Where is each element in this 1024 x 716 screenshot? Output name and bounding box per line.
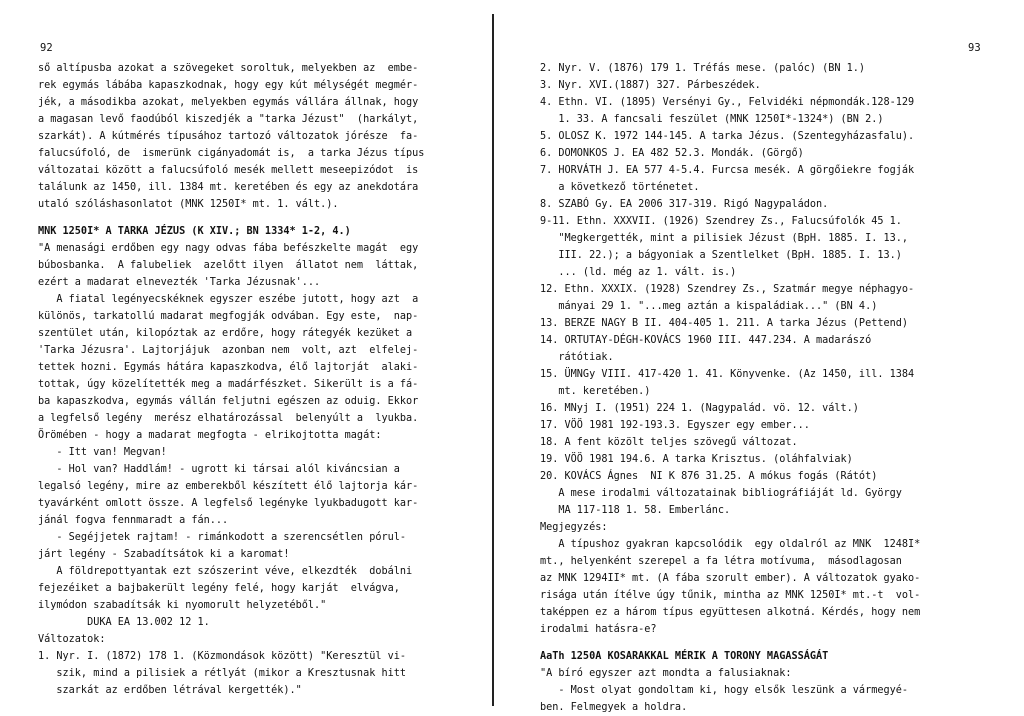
text-line: járt legény - Szabadítsátok ki a karomat! [38,549,290,560]
text-line: "A menasági erdőben egy nagy odvas fába befészkelte magát egy [38,243,419,254]
text-line: 15. ÜMNGy VIII. 417-420 1. 41. Könyvenke. (Az 1450, ill. 1384 [540,369,915,380]
text-line: MA 117-118 1. 58. Emberlánc. [540,505,731,516]
text-line: Megjegyzés: [540,522,608,533]
text-line: "Megkergették, mint a pilisiek Jézust (BpH. 1885. I. 13., [540,233,909,244]
text-line: ... (ld. még az 1. vált. is.) [540,267,737,278]
text-line: a következő történetet. [540,182,700,193]
text-line: A fiatal legényecskéknek egyszer eszébe jutott, hogy azt a [38,294,419,305]
text-line: A mese irodalmi változatainak bibliográfiáját ld. György [540,488,902,499]
text-line: MNK 1250I* A TARKA JÉZUS (K XIV.; BN 1334* 1-2, 4.) [38,226,351,237]
text-line: risága után ítélve úgy tűnik, mintha az MNK 1250I* mt.-t vol- [540,590,921,601]
text-line: a legfelső legény merész elhatározással belenyúlt a lyukba. [38,413,419,424]
text-line: 7. HORVÁTH J. EA 577 4-5.4. Furcsa mesék. A görgőiekre fogják [540,165,915,176]
text-line: 13. BERZE NAGY B II. 404-405 1. 211. A tarka Jézus (Pettend) [540,318,909,329]
right-page [500,0,1024,713]
text-line: 16. MNyj I. (1951) 224 1. (Nagypalád. vö. 12. vált.) [540,403,859,414]
text-line: ben. Felmegyek a holdra. [540,702,688,713]
right-page-number: 93 [968,42,981,54]
text-line: 19. VÖÖ 1981 194.6. A tarka Krisztus. (oláhfalviak) [540,454,853,465]
text-line: tottak, úgy közelítették meg a madárfészket. Sikerült is a fá- [38,379,419,390]
text-line: 8. SZABÓ Gy. EA 2006 317-319. Rigó Nagypaládon. [540,199,829,210]
text-line: 1. Nyr. I. (1872) 178 1. (Közmondások között) "Keresztül vi- [38,651,407,662]
text-line: 3. Nyr. XVI.(1887) 327. Párbeszédek. [540,80,761,91]
text-line: szarkát az erdőben létrával kergették)." [38,685,302,696]
text-line: rátótiak. [540,352,614,363]
text-line: DUKA EA 13.002 12 1. [38,617,210,628]
text-line: 17. VÖÖ 1981 192-193.3. Egyszer egy ember... [540,420,810,431]
left-page-text [38,60,448,699]
text-line: mányai 29 1. "...meg aztán a kispaládiak..." (BN 4.) [540,301,878,312]
text-line: - Hol van? Haddlám! - ugrott ki társai alól kiváncsian a [38,464,400,475]
text-line: mt. keretében.) [540,386,651,397]
text-line: a magasan levő faodúból kiszedjék a "tarka Jézust" (harkályt, [38,114,419,125]
text-line: 18. A fent közölt teljes szövegű változat. [540,437,798,448]
text-line: irodalmi hatásra-e? [540,624,657,635]
text-line: találunk az 1450, ill. 1384 mt. keretében és egy az anekdotára [38,182,419,193]
text-line: taképpen ez a három típus együttesen alkotná. Kérdés, hogy nem [540,607,921,618]
text-line: 20. KOVÁCS Ágnes NI K 876 31.25. A mókus fogás (Rátót) [540,471,878,482]
blank-line [540,638,980,648]
text-line: búbosbanka. A falubeliek azelőtt ilyen állatot nem láttak, [38,260,419,271]
text-line: "A bíró egyszer azt mondta a falusiaknak: [540,668,792,679]
text-line: szik, mind a pilisiek a rétlyát (mikor a Kresztusnak hitt [38,668,407,679]
text-line: szentület után, kilopóztak az erdőre, hogy rátegyék kezüket a [38,328,413,339]
left-page-number: 92 [40,42,53,54]
text-line: mt., helyenként szerepel a fa létra motívuma, másodlagosan [540,556,902,567]
text-line: - Most olyat gondoltam ki, hogy elsők leszünk a vármegyé- [540,685,909,696]
text-line: 2. Nyr. V. (1876) 179 1. Tréfás mese. (palóc) (BN 1.) [540,63,866,74]
text-line: - Itt van! Megvan! [38,447,167,458]
text-line: ezért a madarat elnevezték 'Tarka Jézusnak'... [38,277,321,288]
text-line: változatai között a falucsúfoló mesék mellett meseepizódot is [38,165,419,176]
text-line: szarkát). A kútmérés típusához tartozó változatok jórésze fa- [38,131,419,142]
right-page-text [540,60,980,716]
text-line: 5. OLOSZ K. 1972 144-145. A tarka Jézus. (Szentegyházasfalu). [540,131,915,142]
text-line: rek egymás lábába kapaszkodnak, hogy egy kút mélységét megmér- [38,80,419,91]
left-page [0,0,494,713]
text-line: 9-11. Ethn. XXXVII. (1926) Szendrey Zs., Falucsúfolók 45 1. [540,216,902,227]
text-line: falucsúfoló, de ismerünk cigányadomát is, a tarka Jézus típus [38,148,425,159]
text-line: tettek hozni. Egymás hátára kapaszkodva, élő lajtorját alaki- [38,362,419,373]
text-line: jánál fogva fennmaradt a fán... [38,515,229,526]
text-line: tyavárként omlott össze. A legfelső legényke lyukbadugott kar- [38,498,419,509]
page-gutter-divider [492,14,494,706]
text-line: - Segéjjetek rajtam! - rimánkodott a szerencsétlen pórul- [38,532,407,543]
text-line: ső altípusba azokat a szövegeket soroltuk, melyekben az embe- [38,63,419,74]
text-line: A földrepottyantak ezt szószerint véve, elkezdték dobálni [38,566,413,577]
text-line: 12. Ethn. XXXIX. (1928) Szendrey Zs., Szatmár megye néphagyo- [540,284,915,295]
text-line: 1. 33. A fancsali feszület (MNK 1250I*-1324*) (BN 2.) [540,114,884,125]
text-line: ba kapaszkodva, egymás vállán feljutni egészen az oduig. Ekkor [38,396,419,407]
text-line: ilymódon szabadítsák ki nyomorult helyzetéből." [38,600,327,611]
text-line: jék, a másodikba azokat, melyekben egymás vállára állnak, hogy [38,97,419,108]
text-line: Örömében - hogy a madarat megfogta - elrikojtotta magát: [38,430,382,441]
text-line: 4. Ethn. VI. (1895) Versényi Gy., Felvidéki népmondák.128-129 [540,97,915,108]
blank-line [38,213,448,223]
text-line: Változatok: [38,634,106,645]
text-line: AaTh 1250A KOSARAKKAL MÉRIK A TORONY MAGASSÁGÁT [540,651,829,662]
text-line: utaló szóláshasonlatot (MNK 1250I* mt. 1. vált.). [38,199,339,210]
text-line: 14. ORTUTAY-DÉGH-KOVÁCS 1960 III. 447.234. A madarászó [540,335,872,346]
text-line: III. 22.); a bágyoniak a Szentlelket (BpH. 1885. I. 13.) [540,250,902,261]
text-line: A típushoz gyakran kapcsolódik egy oldalról az MNK 1248I* [540,539,921,550]
text-line: az MNK 1294II* mt. (A fába szorult ember). A változatok gyako- [540,573,921,584]
text-line: különös, tarkatollú madarat megfogják odvában. Egy este, nap- [38,311,419,322]
text-line: fejezéiket a bajbakerült legény felé, hogy karját elvágva, [38,583,400,594]
text-line: 6. DOMONKOS J. EA 482 52.3. Mondák. (Görgő) [540,148,804,159]
text-line: legalsó legény, mire az emberekből készített élő lajtorja kár- [38,481,419,492]
text-line: 'Tarka Jézusra'. Lajtorjájuk azonban nem volt, azt elfelej- [38,345,419,356]
